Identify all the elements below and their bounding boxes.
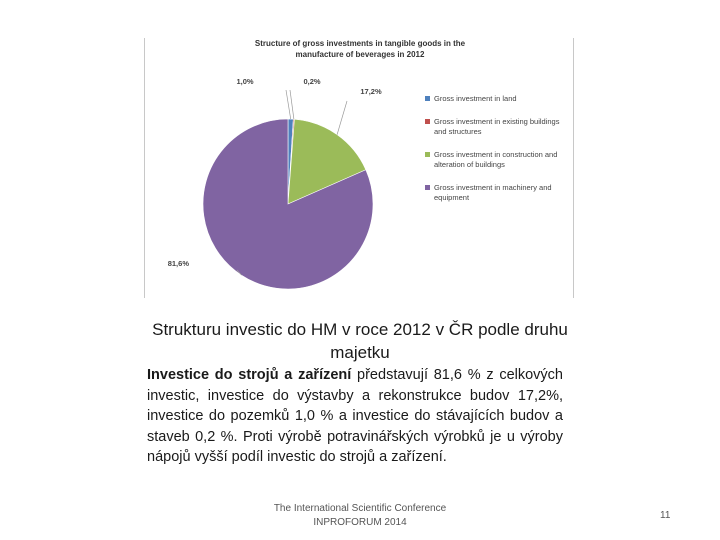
body-text-rest: představují 81,6 % z celkových investic, investice do výstavby a rekonstrukce budov 17,2%, investice do pozemků 1,0 % a investice do stávajících budov a staveb 0,2 %. Proti výrobě potravinářských výrobků je u výroby nápojů vyšší podíl investic do strojů a zařízení. <box>147 367 563 465</box>
legend-item-construction <box>425 150 565 170</box>
legend-item-machinery <box>425 183 565 203</box>
footer <box>240 502 480 530</box>
slide-title: Strukturu investic do HM v roce 2012 v ČR podle druhu majetku <box>152 320 568 362</box>
leader-line-construction <box>337 101 347 135</box>
legend-item-existing-buildings <box>425 117 565 137</box>
legend-label-construction: Gross investment in construction and alteration of buildings <box>434 150 558 169</box>
data-label-machinery: 81,6% <box>167 259 189 268</box>
body-paragraph <box>147 365 563 468</box>
chart-title: Structure of gross investments in tangible goods in the manufacture of beverages in 2012 <box>254 39 466 59</box>
legend-label-land: Gross investment in land <box>434 94 517 103</box>
legend-item-land <box>425 94 565 104</box>
body-bold-lead: Investice do strojů a zařízení <box>147 367 352 383</box>
leader-line-land <box>286 90 291 119</box>
legend-swatch-existing-buildings <box>425 119 430 124</box>
chart-legend <box>425 94 565 216</box>
legend-swatch-construction <box>425 152 430 157</box>
legend-swatch-machinery <box>425 185 430 190</box>
page-number: 11 <box>660 510 671 521</box>
data-label-existing-buildings: 0,2% <box>303 77 321 86</box>
footer-conference: The International Scientific Conference <box>273 503 447 514</box>
data-label-land: 1,0% <box>236 77 254 86</box>
legend-label-existing-buildings: Gross investment in existing buildings and structures <box>434 117 560 136</box>
legend-swatch-land <box>425 96 430 101</box>
data-label-construction: 17,2% <box>360 87 382 96</box>
leader-line-existing-buildings <box>290 90 294 119</box>
footer-event: INPROFORUM 2014 <box>313 517 407 528</box>
chart-image <box>144 38 574 298</box>
legend-label-machinery: Gross investment in machinery and equipment <box>434 183 552 202</box>
